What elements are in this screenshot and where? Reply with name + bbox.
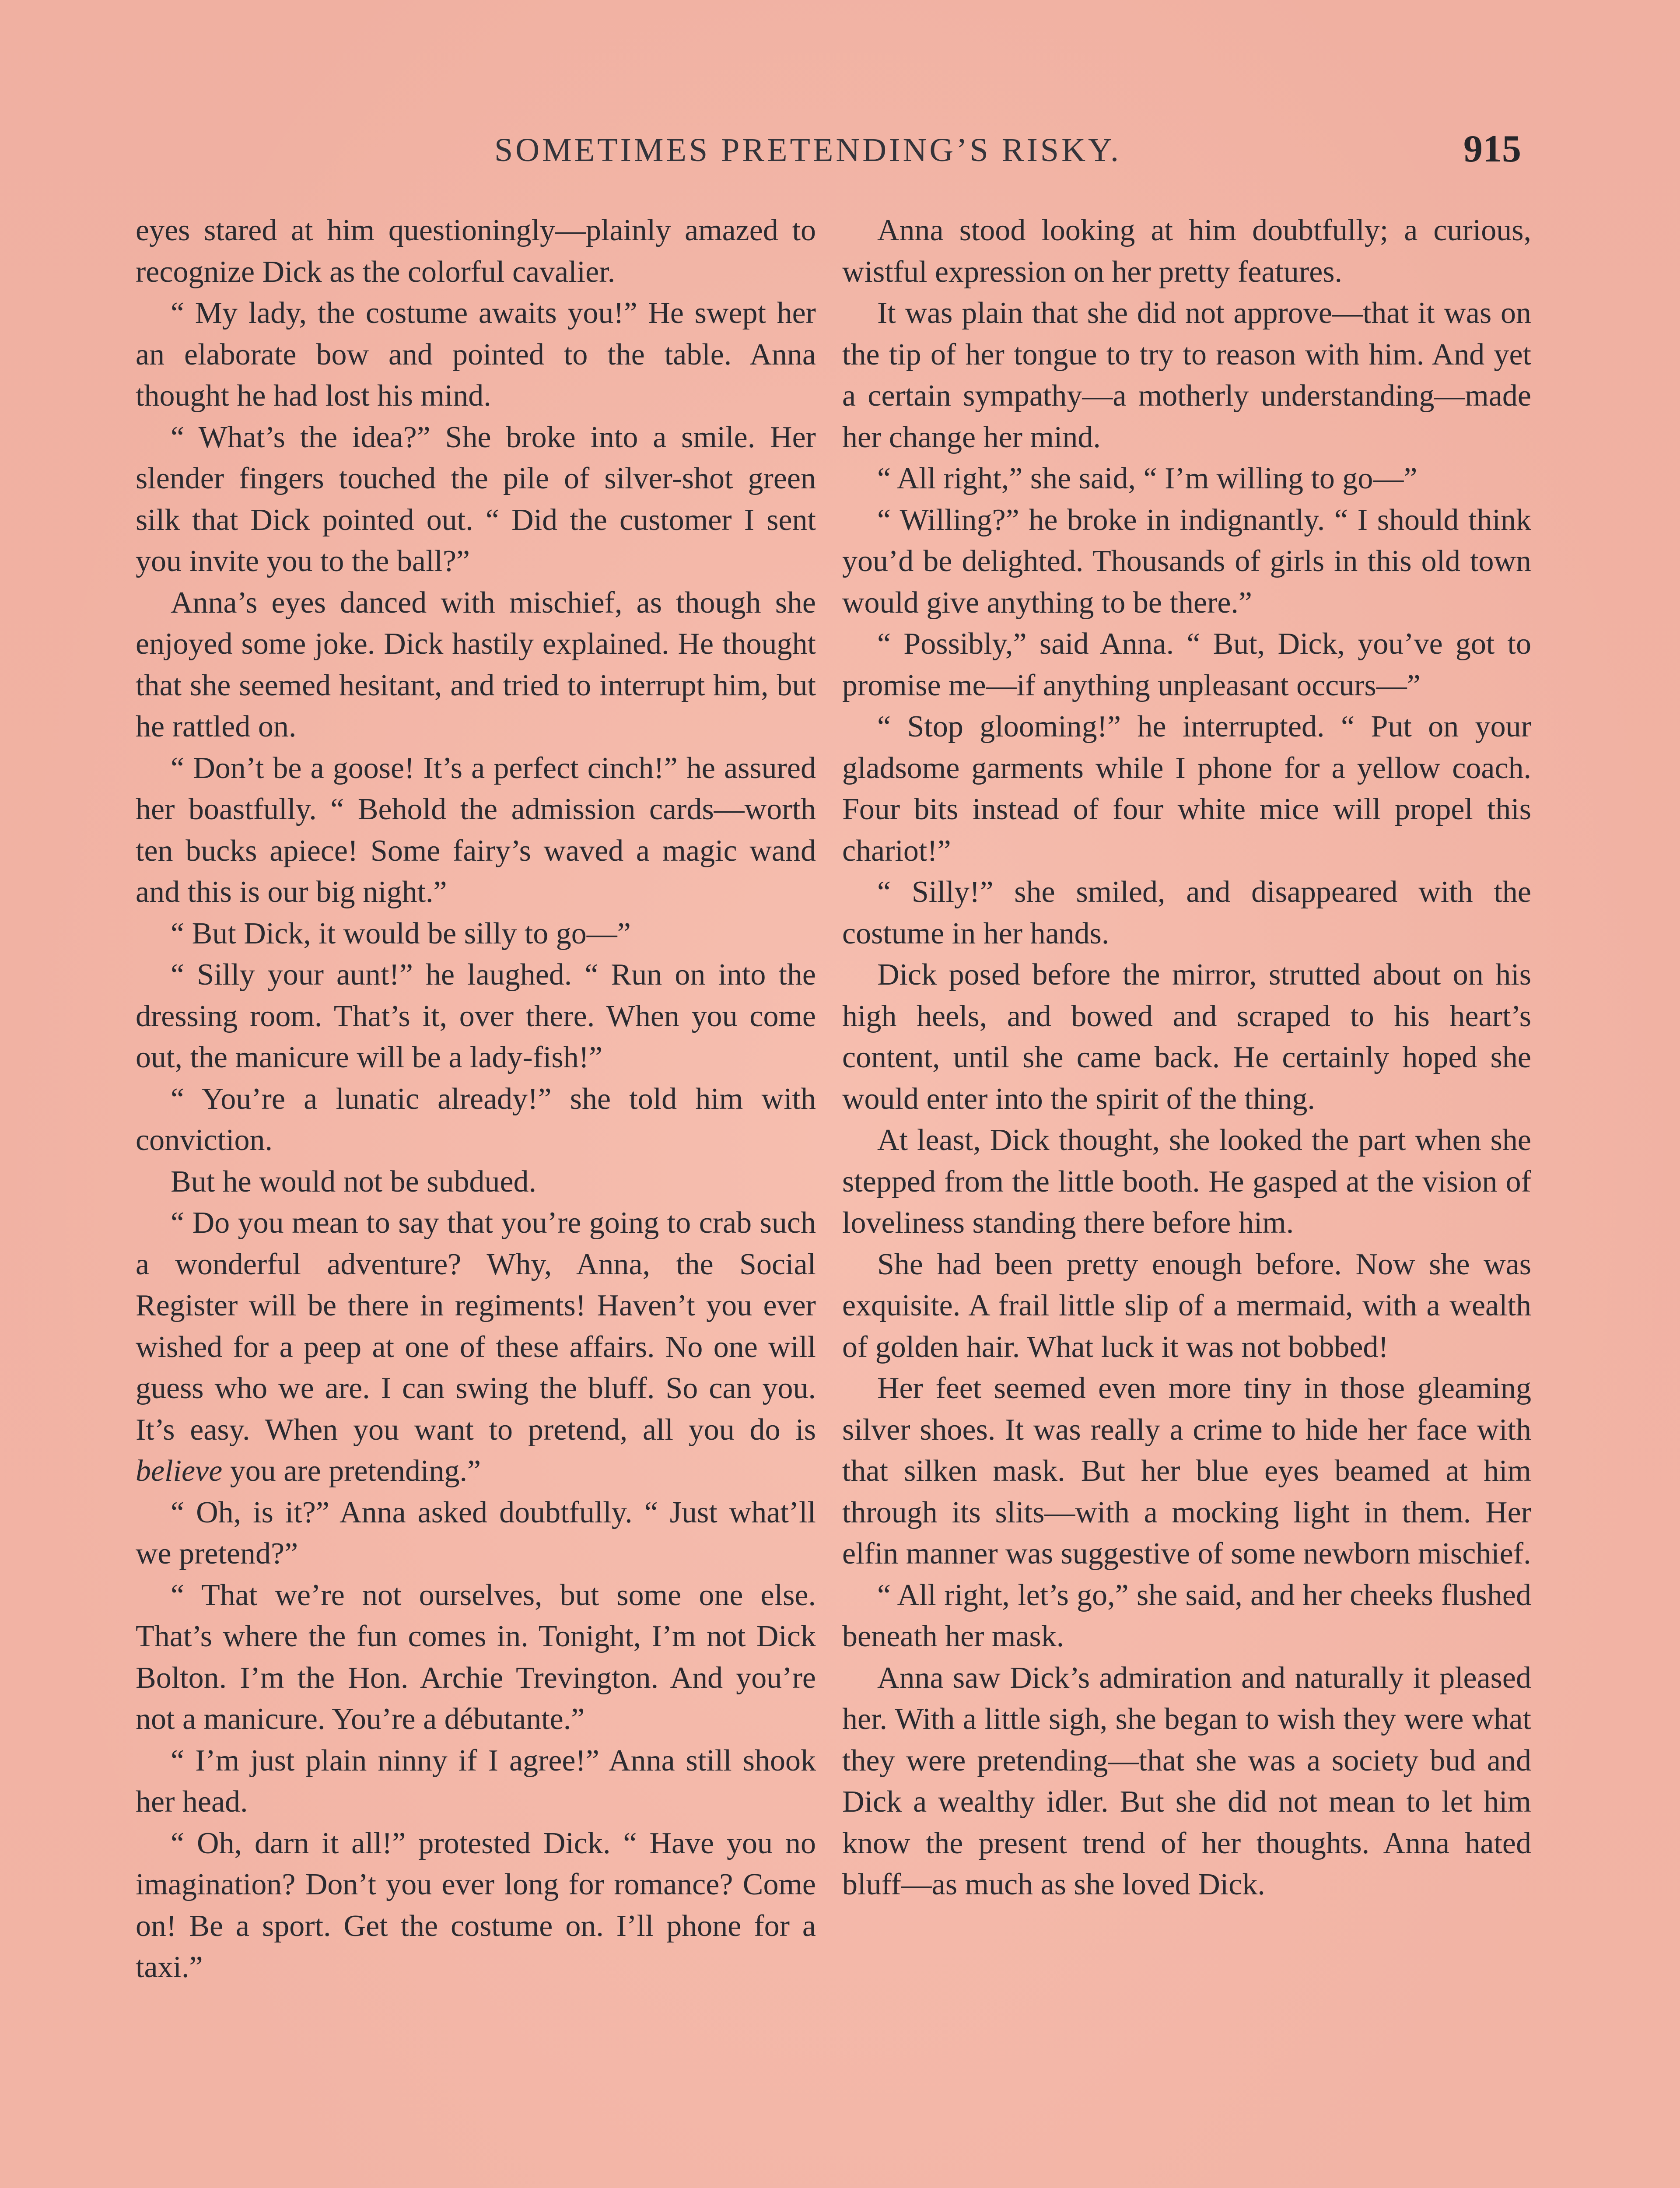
paragraph: It was plain that she did not approve—that it was on the tip of her tongue to try to reason with him. And yet a certain sympathy—a motherly understanding—made her change her mind. [842, 296, 1531, 454]
paragraph: “ But Dick, it would be silly to go—” [171, 916, 631, 950]
paragraph: But he would not be subdued. [171, 1164, 537, 1199]
running-head: SOMETIMES PRETENDING’S RISKY. [494, 132, 1122, 168]
paragraph: “ Oh, is it?” Anna asked doubtfully. “ Just what’ll we pretend?” [136, 1495, 816, 1571]
paragraph: She had been pretty enough before. Now she was exquisite. A frail little slip of a mermaid, with a wealth of golden hair. What luck it was not bobbed! [842, 1247, 1531, 1364]
paragraph: eyes stared at him questioningly—plainly amazed to recognize Dick as the colorful cavalier. [136, 214, 816, 289]
paragraph: “ What’s the idea?” She broke into a smile. Her slender fingers touched the pile of silver-shot green silk that Dick pointed out. “ Did the customer I sent you invite you to the ball?” [136, 420, 816, 578]
paragraph-text: you are pretending.” [230, 1454, 481, 1488]
paragraph: “ Possibly,” said Anna. “ But, Dick, you’ve got to promise me—if anything unpleasant occurs—” [842, 627, 1531, 702]
paragraph: “ All right,” she said, “ I’m willing to go—” [877, 462, 1418, 495]
paragraph: “ You’re a lunatic already!” she told him with conviction. [136, 1082, 816, 1157]
left-column [136, 210, 816, 1988]
page-header [0, 128, 1680, 184]
right-column [842, 210, 1531, 1906]
paragraph: “ Stop glooming!” he interrupted. “ Put on your gladsome garments while I phone for a yellow coach. Four bits instead of four white mice will propel this chariot!” [842, 710, 1531, 868]
paragraph: Anna stood looking at him doubtfully; a curious, wistful expression on her pretty features. [842, 214, 1531, 289]
paragraph: “ Don’t be a goose! It’s a perfect cinch!” he assured her boastfully. “ Behold the admission cards—worth ten bucks apiece! Some fairy’s waved a magic wand and this is our big night.” [136, 751, 816, 909]
paragraph: “ I’m just plain ninny if I agree!” Anna still shook her head. [136, 1743, 816, 1819]
paragraph: “ My lady, the costume awaits you!” He swept her an elaborate bow and pointed to the table. Anna thought he had lost his mind. [136, 296, 816, 413]
paragraph: “ Silly!” she smiled, and disappeared with the costume in her hands. [842, 875, 1531, 950]
paragraph: “ Silly your aunt!” he laughed. “ Run on into the dressing room. That’s it, over there. When you come out, the manicure will be a lady-fish!” [136, 958, 816, 1074]
paragraph: “ Willing?” he broke in indignantly. “ I should think you’d be delighted. Thousands of girls in this old town would give anything to be there.” [842, 503, 1531, 620]
paragraph: Dick posed before the mirror, strutted about on his high heels, and bowed and scraped to his heart’s content, until she came back. He certainly hoped she would enter into the spirit of the thing. [842, 958, 1531, 1116]
paragraph: Her feet seemed even more tiny in those gleaming silver shoes. It was really a crime to hide her face with that silken mask. But her blue eyes beamed at him through its slits—with a mocking light in them. Her elfin manner was suggestive of some newborn mischief. [842, 1371, 1531, 1571]
paragraph: Anna saw Dick’s admiration and naturally it pleased her. With a little sigh, she began to wish they were what they were pretending—that she was a society bud and Dick a wealthy idler. But she did not mean to let him know the present trend of her thoughts. Anna hated bluff—as much as she loved Dick. [842, 1661, 1531, 1901]
paragraph [136, 1203, 816, 1492]
paragraph: At least, Dick thought, she looked the part when she stepped from the little booth. He gasped at the vision of loveliness standing there before him. [842, 1123, 1531, 1240]
paragraph-text: “ Do you mean to say that you’re going to crab such a wonderful adventure? Why, Anna, the Social Register will be there in regiments! Haven’t you ever wished for a peep at one of these affairs. No one will guess who we are. I can swing the bluff. So can you. It’s easy. When you want to pretend, all you do is [136, 1206, 816, 1447]
paragraph: “ Oh, darn it all!” protested Dick. “ Have you no imagination? Don’t you ever long for romance? Come on! Be a sport. Get the costume on. I’ll phone for a taxi.” [136, 1826, 816, 1984]
paragraph: Anna’s eyes danced with mischief, as though she enjoyed some joke. Dick hastily explained. He thought that she seemed hesitant, and tried to interrupt him, but he rattled on. [136, 586, 816, 743]
page-number: 915 [1463, 128, 1521, 170]
paragraph: “ That we’re not ourselves, but some one else. That’s where the fun comes in. Tonight, I’m not Dick Bolton. I’m the Hon. Archie Trevington. And you’re not a manicure. You’re a débutante.” [136, 1578, 816, 1736]
paragraph: “ All right, let’s go,” she said, and her cheeks flushed beneath her mask. [842, 1578, 1531, 1653]
italic-word: believe [136, 1454, 223, 1488]
